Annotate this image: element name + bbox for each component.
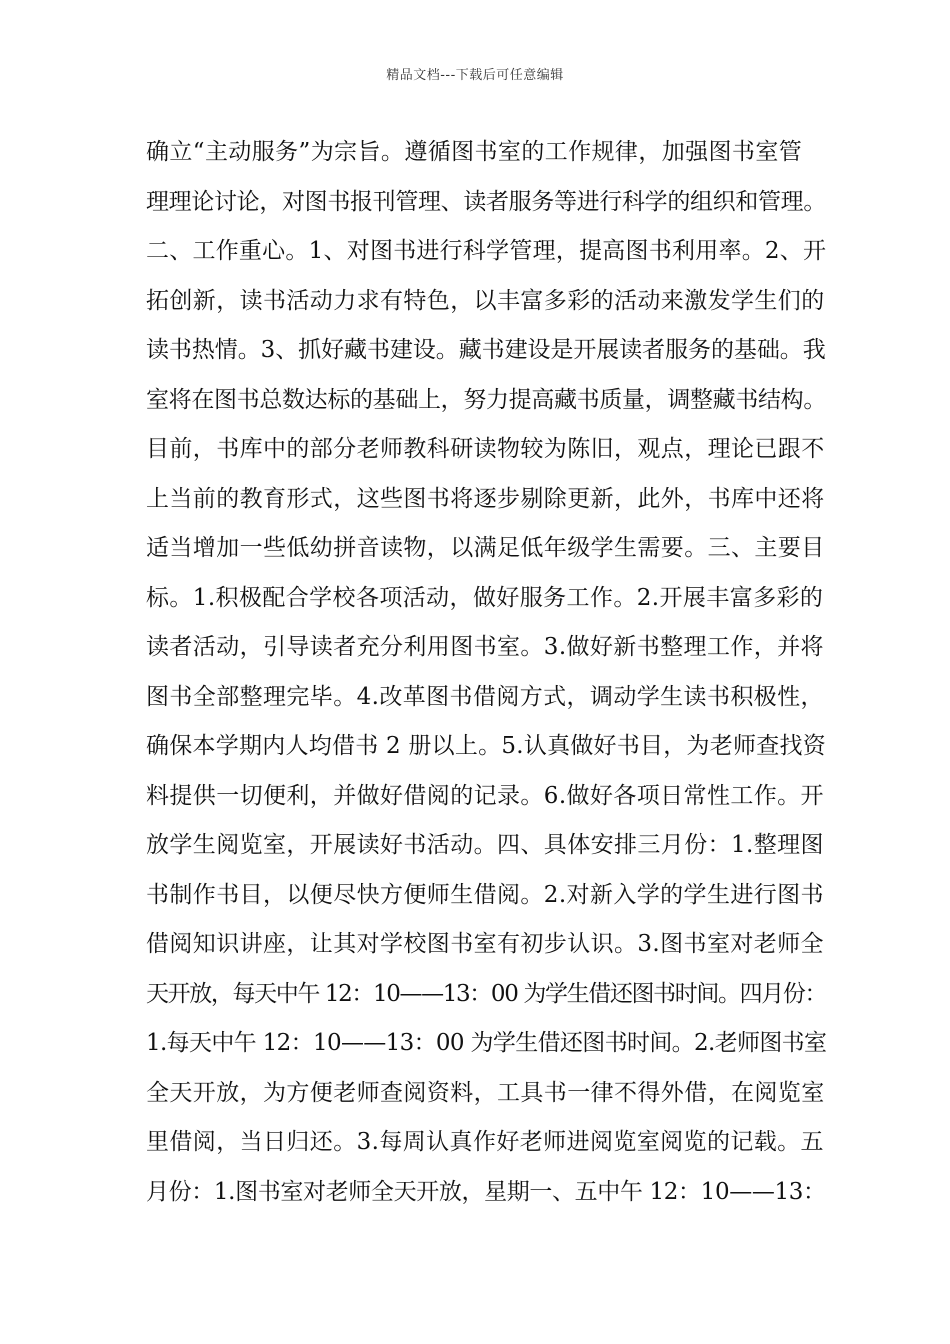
text-line: 标。1.积极配合学校各项活动，做好服务工作。2.开展丰富多彩的	[146, 584, 824, 611]
text-line: 1.每天中午 12：10——13：00 为学生借还图书时间。2.老师图书室	[146, 1030, 827, 1056]
text-line: 上当前的教育形式，这些图书将逐步剔除更新，此外，书库中还将	[146, 485, 825, 512]
text-line: 里借阅，当日归还。3.每周认真作好老师进阅览室阅览的记载。五	[146, 1129, 824, 1155]
text-line: 全天开放，为方便老师查阅资料，工具书一律不得外借，在阅览室	[146, 1079, 825, 1106]
text-line: 放学生阅览室，开展读好书活动。四、具体安排三月份：1.整理图	[146, 832, 824, 858]
text-line: 料提供一切便利，并做好借阅的记录。6.做好各项日常性工作。开	[146, 782, 824, 809]
text-line: 确保本学期内人均借书 2 册以上。5.认真做好书目，为老师查找资	[146, 733, 826, 759]
text-line: 书制作书目，以便尽快方便师生借阅。2.对新入学的学生进行图书	[146, 881, 824, 908]
text-line: 图书全部整理完毕。4.改革图书借阅方式，调动学生读书积极性，	[146, 683, 824, 710]
text-line: 天开放，每天中午 12：10——13：00 为学生借还图书时间。四月份：	[146, 980, 827, 1007]
text-line: 拓创新，读书活动力求有特色，以丰富多彩的活动来激发学生们的	[146, 287, 825, 314]
text-line: 适当增加一些低幼拼音读物，以满足低年级学生需要。三、主要目	[146, 535, 825, 561]
text-line: 目前，书库中的部分老师教科研读物较为陈旧，观点，理论已跟不	[146, 436, 825, 462]
text-line: 确立“主动服务”为宗旨。遵循图书室的工作规律，加强图书室管	[146, 139, 803, 165]
text-line: 读者活动，引导读者充分利用图书室。3.做好新书整理工作，并将	[146, 634, 824, 660]
page-header: 精品文档---下载后可任意编辑	[386, 68, 564, 83]
text-line: 二、工作重心。1、对图书进行科学管理，提高图书利用率。2、开	[146, 238, 827, 264]
text-line: 室将在图书总数达标的基础上，努力提高藏书质量，调整藏书结构。	[146, 386, 827, 413]
text-line: 月份：1.图书室对老师全天开放，星期一、五中午 12：10——13：	[146, 1178, 826, 1205]
text-line: 读书热情。3、抓好藏书建设。藏书建设是开展读者服务的基础。我	[146, 337, 826, 363]
text-line: 借阅知识讲座，让其对学校图书室有初步认识。3.图书室对老师全	[146, 931, 824, 957]
text-line: 理理论讨论，对图书报刊管理、读者服务等进行科学的组织和管理。	[146, 188, 827, 215]
body-text	[146, 128, 826, 1217]
